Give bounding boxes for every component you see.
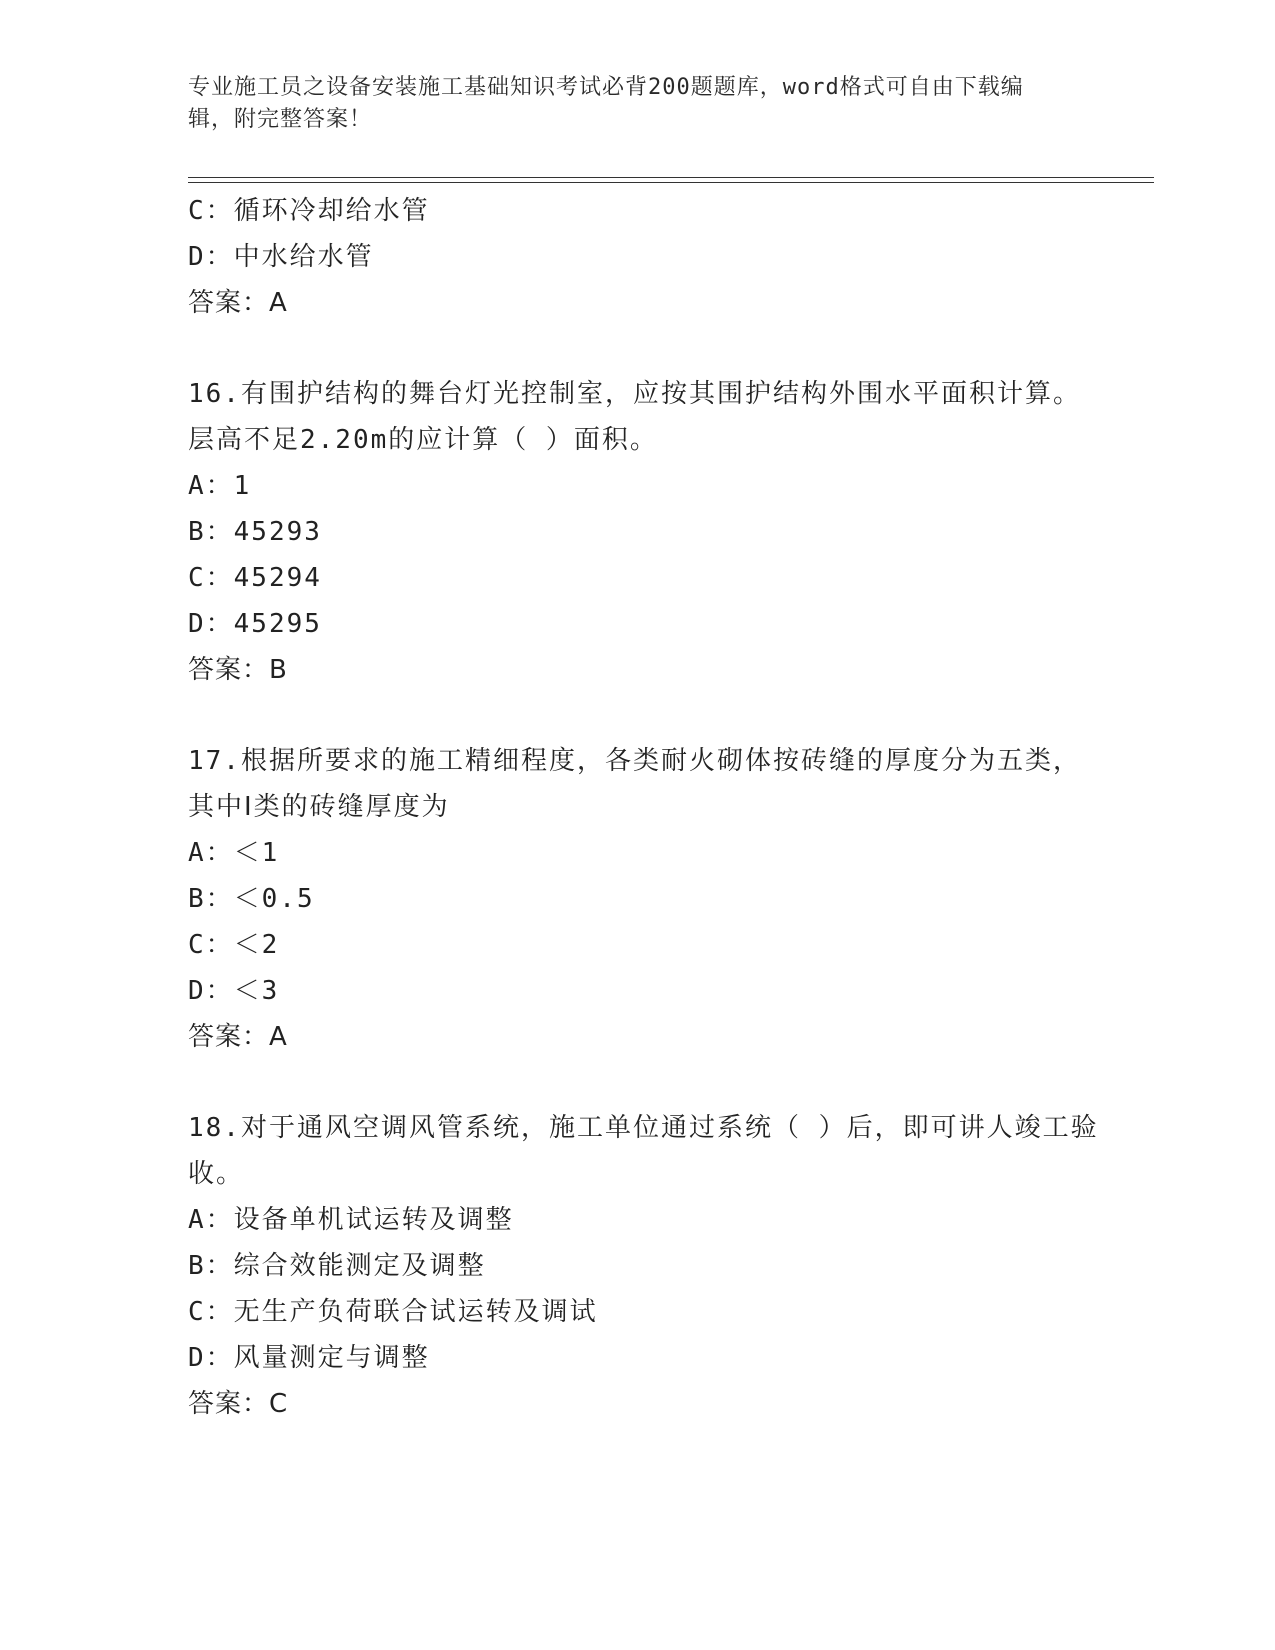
option-b: B：＜0.5: [188, 884, 315, 914]
answer-label: 答案：C: [188, 1389, 289, 1419]
option-c: C：＜2: [188, 930, 280, 960]
option-c: C：45294: [188, 563, 322, 593]
option-b: B：45293: [188, 517, 322, 547]
spacer: [188, 326, 1108, 371]
answer-label: 答案：B: [188, 655, 288, 685]
spacer: [188, 1060, 1108, 1105]
question-stem: 17.根据所要求的施工精细程度，各类耐火砌体按砖缝的厚度分为五类，其中Ⅰ类的砖缝厚度为: [188, 746, 1081, 822]
option-d: D：45295: [188, 609, 322, 639]
answer-label: 答案：A: [188, 288, 288, 318]
spacer: [188, 693, 1108, 738]
question-17: [188, 738, 1108, 1060]
question-list: [188, 188, 1108, 1427]
question-stem: 18.对于通风空调风管系统，施工单位通过系统（ ）后，即可讲人竣工验收。: [188, 1113, 1099, 1189]
option-d: D：风量测定与调整: [188, 1343, 430, 1373]
question-15-tail: [188, 188, 1108, 326]
answer-label: 答案：A: [188, 1022, 288, 1052]
question-18: [188, 1105, 1108, 1427]
option-a: A：＜1: [188, 838, 280, 868]
option-c: C：无生产负荷联合试运转及调试: [188, 1297, 598, 1327]
option-d: D：中水给水管: [188, 242, 374, 272]
header-divider-bottom: [188, 182, 1154, 183]
option-d: D：＜3: [188, 976, 280, 1006]
option-a: A：1: [188, 471, 252, 501]
option-b: B：综合效能测定及调整: [188, 1251, 486, 1281]
option-a: A：设备单机试运转及调整: [188, 1205, 514, 1235]
document-header: 专业施工员之设备安装施工基础知识考试必背200题题库，word格式可自由下载编辑，附完整答案！: [188, 75, 1024, 132]
question-stem: 16.有围护结构的舞台灯光控制室，应按其围护结构外围水平面积计算。层高不足2.20m的应计算（ ）面积。: [188, 379, 1081, 455]
option-c: C：循环冷却给水管: [188, 196, 430, 226]
header-divider-top: [188, 177, 1154, 178]
question-16: [188, 371, 1108, 693]
